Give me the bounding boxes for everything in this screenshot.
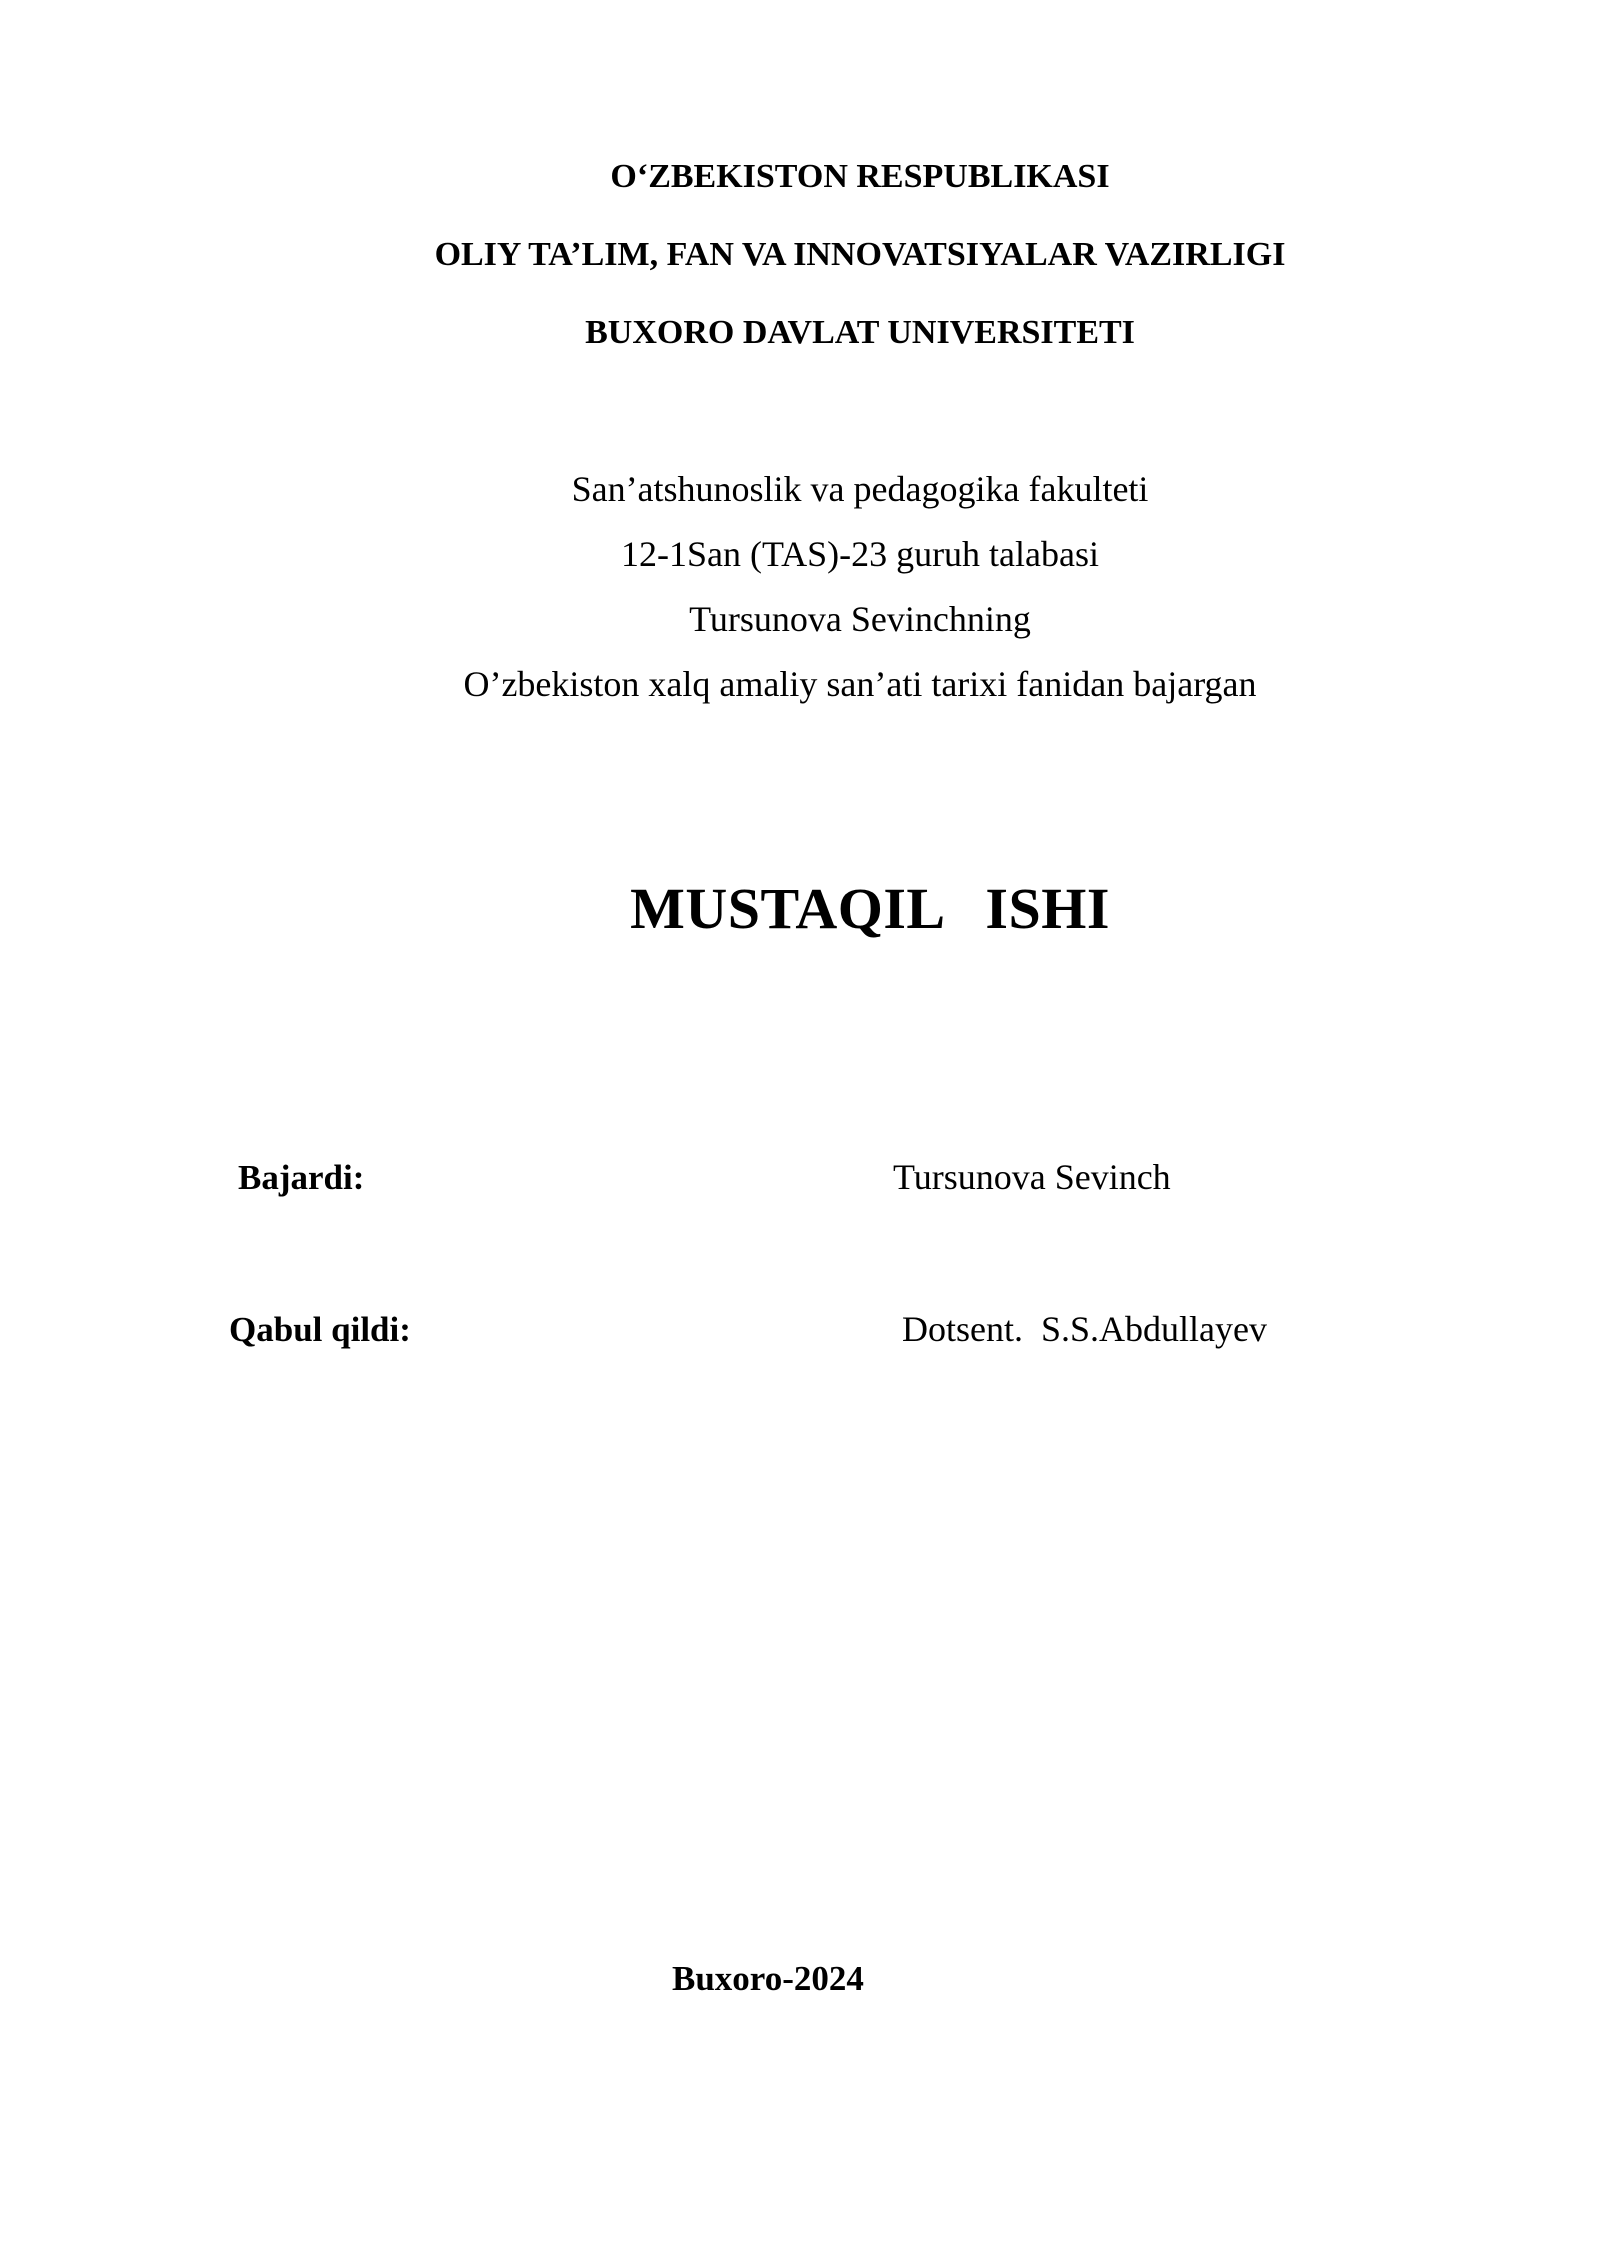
faculty-line: San’atshunoslik va pedagogika fakulteti [571, 469, 1149, 509]
subject-line: O’zbekiston xalq amaliy san’ati tarixi fanidan bajargan [463, 664, 1257, 704]
document-title: MUSTAQIL ISHI [630, 876, 1110, 941]
ministry-heading: OLIY TA’LIM, FAN VA INNOVATSIYALAR VAZIRLIGI [434, 236, 1286, 273]
performed-value: Tursunova Sevinch [893, 1157, 1171, 1197]
performed-label: Bajardi: [238, 1158, 365, 1197]
group-line: 12-1San (TAS)-23 guruh talabasi [620, 534, 1100, 574]
student-line: Tursunova Sevinchning [689, 599, 1031, 639]
university-heading: BUXORO DAVLAT UNIVERSITETI [585, 314, 1135, 351]
republic-heading: O‘ZBEKISTON RESPUBLIKASI [610, 158, 1110, 195]
city-year: Buxoro-2024 [672, 1959, 864, 1998]
accepted-label: Qabul qildi: [229, 1310, 411, 1349]
accepted-value: Dotsent. S.S.Abdullayev [902, 1309, 1267, 1349]
